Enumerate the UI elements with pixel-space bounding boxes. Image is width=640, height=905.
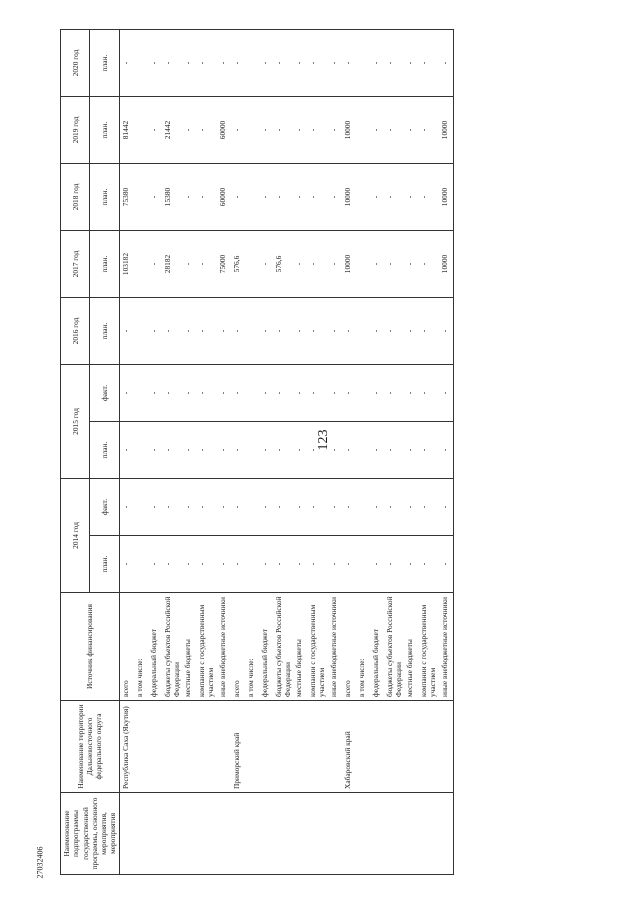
value-cell: - bbox=[342, 479, 356, 536]
source-cell: всего bbox=[231, 593, 245, 701]
value-cell: - bbox=[342, 422, 356, 479]
value-cell: - bbox=[384, 365, 405, 422]
value-cell: - bbox=[384, 97, 405, 164]
value-cell: 75000 bbox=[217, 231, 231, 298]
value-cell bbox=[356, 479, 370, 536]
value-cell: - bbox=[196, 30, 217, 97]
value-cell: - bbox=[148, 365, 162, 422]
value-cell bbox=[245, 30, 259, 97]
value-cell: - bbox=[384, 536, 405, 593]
table-row bbox=[182, 30, 196, 875]
value-cell: - bbox=[217, 536, 231, 593]
value-cell: - bbox=[342, 536, 356, 593]
program-cell bbox=[439, 793, 454, 875]
value-cell: - bbox=[231, 365, 245, 422]
value-cell: - bbox=[418, 231, 439, 298]
value-cell: - bbox=[148, 298, 162, 365]
value-cell bbox=[245, 536, 259, 593]
value-cell bbox=[134, 97, 148, 164]
territory-cell bbox=[404, 701, 418, 793]
value-cell: - bbox=[384, 422, 405, 479]
header-program: Наименование подпрограммы государственной программы, основного мероприятия, мероприятия bbox=[61, 793, 120, 875]
table-row bbox=[217, 30, 231, 875]
value-cell: - bbox=[307, 422, 328, 479]
value-cell: - bbox=[119, 422, 134, 479]
territory-cell: Приморский край bbox=[231, 701, 245, 793]
value-cell: - bbox=[370, 422, 384, 479]
program-cell bbox=[404, 793, 418, 875]
table-row bbox=[134, 30, 148, 875]
header-year-2017: 2017 год bbox=[61, 231, 90, 298]
value-cell: - bbox=[370, 97, 384, 164]
value-cell: - bbox=[231, 97, 245, 164]
source-cell: компании с государственным участием bbox=[196, 593, 217, 701]
value-cell: - bbox=[119, 479, 134, 536]
value-cell: - bbox=[328, 422, 342, 479]
value-cell bbox=[134, 536, 148, 593]
value-cell bbox=[356, 365, 370, 422]
table-row bbox=[245, 30, 259, 875]
table-row bbox=[384, 30, 405, 875]
header-2020-plan: план. bbox=[90, 30, 119, 97]
value-cell: - bbox=[259, 479, 273, 536]
source-cell: местные бюджеты bbox=[182, 593, 196, 701]
territory-cell bbox=[134, 701, 148, 793]
program-cell bbox=[273, 793, 294, 875]
value-cell: 10000 bbox=[342, 231, 356, 298]
territory-cell bbox=[384, 701, 405, 793]
territory-cell bbox=[356, 701, 370, 793]
value-cell: 10000 bbox=[342, 97, 356, 164]
value-cell: - bbox=[307, 97, 328, 164]
table-body bbox=[119, 30, 453, 875]
value-cell: - bbox=[273, 365, 294, 422]
value-cell: - bbox=[259, 422, 273, 479]
program-cell bbox=[182, 793, 196, 875]
rotated-table-container bbox=[60, 30, 630, 875]
value-cell bbox=[245, 365, 259, 422]
value-cell: - bbox=[404, 97, 418, 164]
value-cell bbox=[245, 298, 259, 365]
territory-cell bbox=[217, 701, 231, 793]
territory-cell: Республика Саха (Якутия) bbox=[119, 701, 134, 793]
territory-cell bbox=[245, 701, 259, 793]
value-cell: - bbox=[439, 365, 454, 422]
header-year-2019: 2019 год bbox=[61, 97, 90, 164]
program-cell bbox=[342, 793, 356, 875]
header-year-2016: 2016 год bbox=[61, 298, 90, 365]
value-cell: - bbox=[370, 164, 384, 231]
value-cell: - bbox=[182, 365, 196, 422]
table-row bbox=[119, 30, 134, 875]
value-cell: 60000 bbox=[217, 97, 231, 164]
value-cell: - bbox=[328, 479, 342, 536]
value-cell: - bbox=[404, 298, 418, 365]
value-cell bbox=[356, 298, 370, 365]
territory-cell bbox=[328, 701, 342, 793]
value-cell bbox=[134, 422, 148, 479]
value-cell bbox=[245, 164, 259, 231]
table-row bbox=[418, 30, 439, 875]
value-cell: - bbox=[217, 298, 231, 365]
value-cell: - bbox=[439, 422, 454, 479]
value-cell: - bbox=[370, 231, 384, 298]
value-cell: 60000 bbox=[217, 164, 231, 231]
table-row bbox=[328, 30, 342, 875]
value-cell: 21442 bbox=[162, 97, 183, 164]
value-cell: - bbox=[328, 97, 342, 164]
program-cell bbox=[307, 793, 328, 875]
source-cell: иные внебюджетные источники bbox=[328, 593, 342, 701]
table-row bbox=[162, 30, 183, 875]
value-cell bbox=[245, 479, 259, 536]
source-cell: компании с государственным участием bbox=[307, 593, 328, 701]
value-cell: - bbox=[404, 164, 418, 231]
value-cell: - bbox=[259, 97, 273, 164]
value-cell: - bbox=[148, 97, 162, 164]
value-cell: - bbox=[439, 536, 454, 593]
value-cell: 576,6 bbox=[273, 231, 294, 298]
header-2018-plan: план. bbox=[90, 164, 119, 231]
value-cell: - bbox=[148, 30, 162, 97]
value-cell: - bbox=[259, 365, 273, 422]
value-cell: - bbox=[196, 231, 217, 298]
program-cell bbox=[196, 793, 217, 875]
territory-cell bbox=[148, 701, 162, 793]
value-cell bbox=[245, 231, 259, 298]
value-cell: - bbox=[182, 30, 196, 97]
territory-cell bbox=[182, 701, 196, 793]
value-cell bbox=[134, 231, 148, 298]
value-cell: - bbox=[418, 30, 439, 97]
value-cell: - bbox=[404, 536, 418, 593]
value-cell bbox=[356, 97, 370, 164]
value-cell: - bbox=[182, 97, 196, 164]
value-cell: - bbox=[182, 422, 196, 479]
program-cell bbox=[162, 793, 183, 875]
value-cell bbox=[245, 97, 259, 164]
table-row bbox=[307, 30, 328, 875]
source-cell: иные внебюджетные источники bbox=[217, 593, 231, 701]
value-cell: - bbox=[148, 422, 162, 479]
value-cell: - bbox=[162, 30, 183, 97]
source-cell: в том числе: bbox=[134, 593, 148, 701]
value-cell: 10000 bbox=[439, 231, 454, 298]
value-cell: 75380 bbox=[119, 164, 134, 231]
territory-cell bbox=[293, 701, 307, 793]
financing-table bbox=[60, 29, 454, 875]
value-cell: 81442 bbox=[119, 97, 134, 164]
source-cell: федеральный бюджет bbox=[370, 593, 384, 701]
value-cell bbox=[356, 536, 370, 593]
value-cell: - bbox=[231, 479, 245, 536]
value-cell bbox=[134, 298, 148, 365]
value-cell: - bbox=[119, 536, 134, 593]
value-cell: - bbox=[162, 365, 183, 422]
source-cell: федеральный бюджет bbox=[148, 593, 162, 701]
value-cell: - bbox=[342, 298, 356, 365]
value-cell: - bbox=[273, 164, 294, 231]
program-cell bbox=[370, 793, 384, 875]
value-cell: - bbox=[370, 365, 384, 422]
value-cell: - bbox=[273, 298, 294, 365]
value-cell: - bbox=[384, 479, 405, 536]
value-cell: - bbox=[259, 231, 273, 298]
value-cell: - bbox=[418, 422, 439, 479]
value-cell: - bbox=[307, 365, 328, 422]
value-cell: - bbox=[196, 164, 217, 231]
value-cell: - bbox=[404, 422, 418, 479]
value-cell: - bbox=[293, 298, 307, 365]
value-cell: 28182 bbox=[162, 231, 183, 298]
value-cell: - bbox=[196, 97, 217, 164]
program-cell bbox=[356, 793, 370, 875]
value-cell: - bbox=[293, 422, 307, 479]
program-cell bbox=[418, 793, 439, 875]
value-cell: - bbox=[293, 97, 307, 164]
value-cell: - bbox=[259, 298, 273, 365]
value-cell: - bbox=[162, 422, 183, 479]
header-territory: Наименование территории Дальневосточного федерального округа bbox=[61, 701, 120, 793]
value-cell bbox=[245, 422, 259, 479]
value-cell: 10000 bbox=[439, 164, 454, 231]
table-row bbox=[231, 30, 245, 875]
table-row bbox=[293, 30, 307, 875]
territory-cell bbox=[196, 701, 217, 793]
value-cell: - bbox=[342, 30, 356, 97]
value-cell: - bbox=[293, 30, 307, 97]
value-cell: - bbox=[182, 479, 196, 536]
source-cell: всего bbox=[119, 593, 134, 701]
header-2017-plan: план. bbox=[90, 231, 119, 298]
document-code: 27032406 bbox=[35, 846, 45, 879]
header-year-2015: 2015 год bbox=[61, 365, 90, 479]
source-cell: местные бюджеты bbox=[293, 593, 307, 701]
value-cell: - bbox=[148, 479, 162, 536]
value-cell: - bbox=[418, 536, 439, 593]
value-cell: - bbox=[307, 479, 328, 536]
territory-cell bbox=[370, 701, 384, 793]
table-row bbox=[273, 30, 294, 875]
value-cell: - bbox=[273, 536, 294, 593]
value-cell: - bbox=[384, 298, 405, 365]
header-2014-plan: план. bbox=[90, 536, 119, 593]
value-cell: - bbox=[404, 30, 418, 97]
territory-cell bbox=[162, 701, 183, 793]
value-cell: - bbox=[217, 30, 231, 97]
value-cell: - bbox=[384, 30, 405, 97]
program-cell bbox=[259, 793, 273, 875]
value-cell: - bbox=[328, 536, 342, 593]
value-cell: - bbox=[119, 365, 134, 422]
value-cell: 10000 bbox=[342, 164, 356, 231]
header-2016-plan: план. bbox=[90, 298, 119, 365]
header-year-2014: 2014 год bbox=[61, 479, 90, 593]
value-cell: - bbox=[384, 231, 405, 298]
value-cell: - bbox=[182, 536, 196, 593]
value-cell: - bbox=[439, 30, 454, 97]
value-cell: - bbox=[231, 422, 245, 479]
value-cell: - bbox=[307, 536, 328, 593]
value-cell: - bbox=[328, 30, 342, 97]
value-cell: - bbox=[370, 479, 384, 536]
value-cell: - bbox=[418, 164, 439, 231]
header-2015-fact: факт. bbox=[90, 365, 119, 422]
source-cell: бюджеты субъектов Российской Федерации bbox=[384, 593, 405, 701]
program-cell bbox=[231, 793, 245, 875]
program-cell bbox=[134, 793, 148, 875]
program-cell bbox=[384, 793, 405, 875]
table-row bbox=[148, 30, 162, 875]
value-cell: - bbox=[370, 298, 384, 365]
value-cell: - bbox=[328, 365, 342, 422]
value-cell: - bbox=[259, 536, 273, 593]
value-cell: - bbox=[273, 97, 294, 164]
table-row bbox=[342, 30, 356, 875]
header-year-2018: 2018 год bbox=[61, 164, 90, 231]
value-cell bbox=[134, 164, 148, 231]
value-cell: 103182 bbox=[119, 231, 134, 298]
value-cell: - bbox=[439, 298, 454, 365]
value-cell: - bbox=[196, 298, 217, 365]
value-cell: - bbox=[404, 365, 418, 422]
header-2015-plan: план. bbox=[90, 422, 119, 479]
value-cell bbox=[356, 231, 370, 298]
source-cell: федеральный бюджет bbox=[259, 593, 273, 701]
value-cell: - bbox=[182, 231, 196, 298]
value-cell: - bbox=[418, 97, 439, 164]
value-cell: - bbox=[293, 536, 307, 593]
header-source: Источник финансирования bbox=[61, 593, 120, 701]
value-cell: - bbox=[273, 422, 294, 479]
program-cell bbox=[217, 793, 231, 875]
header-year-2020: 2020 год bbox=[61, 30, 90, 97]
value-cell: - bbox=[217, 365, 231, 422]
value-cell: - bbox=[293, 164, 307, 231]
program-cell bbox=[293, 793, 307, 875]
territory-cell bbox=[259, 701, 273, 793]
value-cell: - bbox=[259, 164, 273, 231]
program-cell bbox=[119, 793, 134, 875]
value-cell: - bbox=[182, 298, 196, 365]
value-cell: - bbox=[418, 298, 439, 365]
source-cell: в том числе: bbox=[356, 593, 370, 701]
value-cell: - bbox=[384, 164, 405, 231]
value-cell: - bbox=[404, 231, 418, 298]
value-cell: - bbox=[148, 536, 162, 593]
value-cell: - bbox=[196, 479, 217, 536]
source-cell: в том числе: bbox=[245, 593, 259, 701]
territory-cell: Хабаровский край bbox=[342, 701, 356, 793]
value-cell bbox=[356, 422, 370, 479]
value-cell: - bbox=[196, 536, 217, 593]
value-cell: - bbox=[307, 231, 328, 298]
header-2014-fact: факт. bbox=[90, 479, 119, 536]
program-cell bbox=[245, 793, 259, 875]
source-cell: иные внебюджетные источники bbox=[439, 593, 454, 701]
value-cell bbox=[134, 479, 148, 536]
value-cell bbox=[134, 30, 148, 97]
value-cell: - bbox=[293, 231, 307, 298]
value-cell: - bbox=[162, 298, 183, 365]
value-cell: - bbox=[342, 365, 356, 422]
table-row bbox=[259, 30, 273, 875]
source-cell: всего bbox=[342, 593, 356, 701]
value-cell: - bbox=[217, 422, 231, 479]
value-cell: 576,6 bbox=[231, 231, 245, 298]
table-row bbox=[196, 30, 217, 875]
value-cell: - bbox=[217, 479, 231, 536]
value-cell: - bbox=[404, 479, 418, 536]
territory-cell bbox=[273, 701, 294, 793]
value-cell: - bbox=[328, 298, 342, 365]
value-cell: - bbox=[328, 231, 342, 298]
value-cell: - bbox=[307, 30, 328, 97]
value-cell: 10000 bbox=[439, 97, 454, 164]
value-cell: - bbox=[307, 164, 328, 231]
source-cell: бюджеты субъектов Российской Федерации bbox=[273, 593, 294, 701]
header-2019-plan: план. bbox=[90, 97, 119, 164]
value-cell: - bbox=[231, 536, 245, 593]
value-cell: - bbox=[148, 231, 162, 298]
value-cell: - bbox=[119, 298, 134, 365]
value-cell: - bbox=[418, 479, 439, 536]
value-cell bbox=[134, 365, 148, 422]
page-number: 123 bbox=[316, 429, 331, 451]
value-cell: - bbox=[439, 479, 454, 536]
table-row bbox=[404, 30, 418, 875]
table-row bbox=[370, 30, 384, 875]
value-cell: - bbox=[119, 30, 134, 97]
value-cell bbox=[356, 30, 370, 97]
value-cell: - bbox=[328, 164, 342, 231]
value-cell: - bbox=[196, 422, 217, 479]
territory-cell bbox=[439, 701, 454, 793]
source-cell: бюджеты субъектов Российской Федерации bbox=[162, 593, 183, 701]
value-cell: - bbox=[273, 479, 294, 536]
value-cell: - bbox=[293, 365, 307, 422]
value-cell: - bbox=[231, 30, 245, 97]
value-cell: - bbox=[370, 536, 384, 593]
value-cell bbox=[356, 164, 370, 231]
value-cell: - bbox=[259, 30, 273, 97]
value-cell: - bbox=[273, 30, 294, 97]
value-cell: - bbox=[418, 365, 439, 422]
table-row bbox=[439, 30, 454, 875]
value-cell: - bbox=[307, 298, 328, 365]
program-cell bbox=[328, 793, 342, 875]
value-cell: - bbox=[196, 365, 217, 422]
value-cell: - bbox=[370, 30, 384, 97]
source-cell: местные бюджеты bbox=[404, 593, 418, 701]
value-cell: - bbox=[162, 479, 183, 536]
table-row bbox=[356, 30, 370, 875]
value-cell: - bbox=[148, 164, 162, 231]
territory-cell bbox=[307, 701, 328, 793]
value-cell: - bbox=[162, 536, 183, 593]
source-cell: компании с государственным участием bbox=[418, 593, 439, 701]
program-cell bbox=[148, 793, 162, 875]
value-cell: - bbox=[231, 298, 245, 365]
territory-cell bbox=[418, 701, 439, 793]
value-cell: - bbox=[293, 479, 307, 536]
value-cell: - bbox=[182, 164, 196, 231]
value-cell: - bbox=[231, 164, 245, 231]
value-cell: 15380 bbox=[162, 164, 183, 231]
